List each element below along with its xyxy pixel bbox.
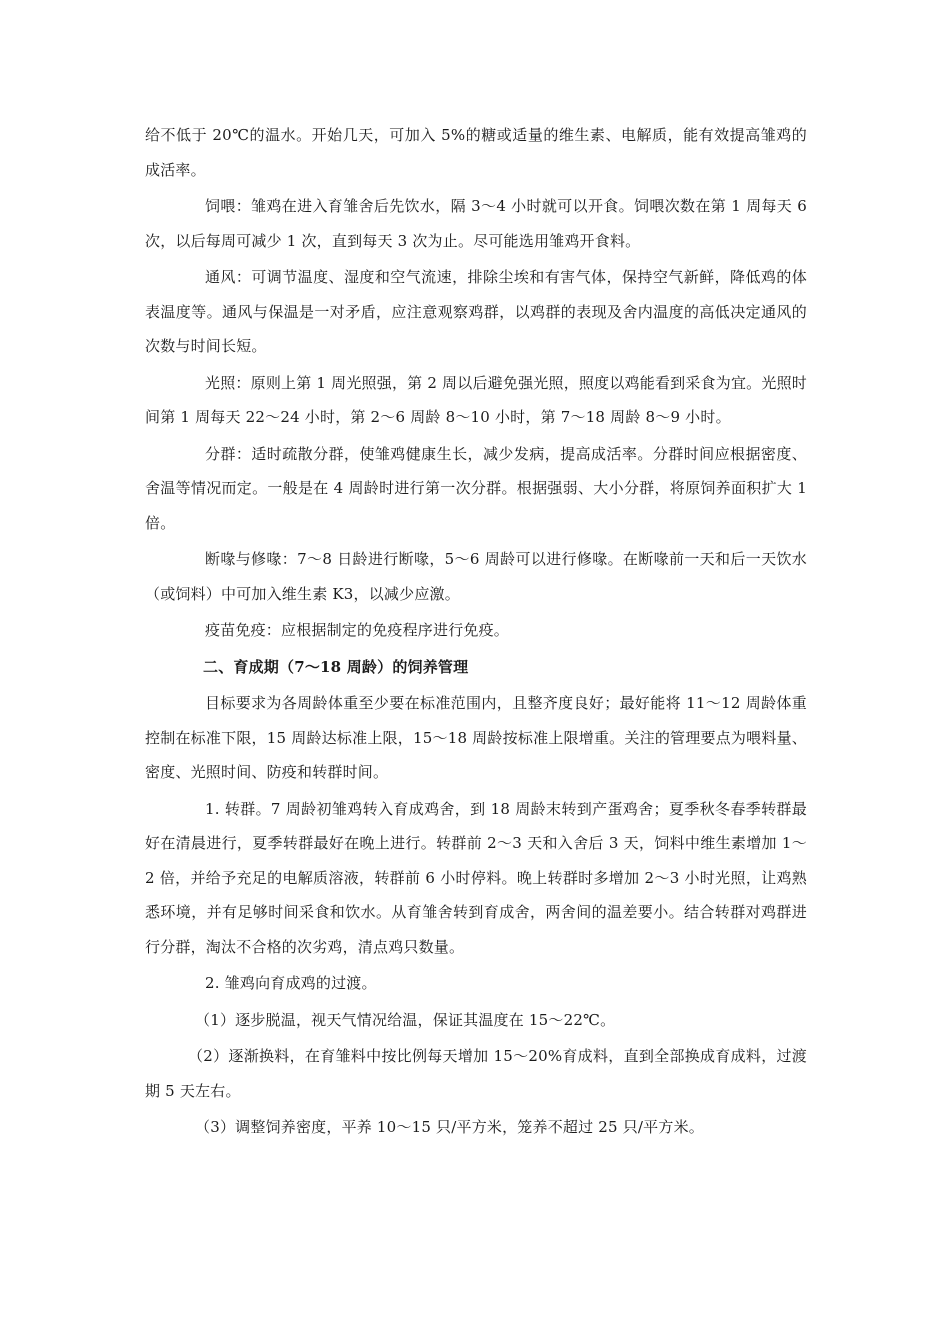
paragraph-water-continued: 给不低于 20℃的温水。开始几天，可加入 5%的糖或适量的维生素、电解质，能有效提高雏鸡的成活率。	[145, 126, 807, 179]
paragraph-growing-goals: 目标要求为各周龄体重至少要在标准范围内，且整齐度良好；最好能将 11～12 周龄体重控制在标准下限，15 周龄达标准上限，15～18 周龄按标准上限增重。关注的管理要点为喂料量、密度、光照时间、防疫和转群时间。	[145, 694, 807, 781]
paragraph-beak-trimming: 断喙与修喙：7～8 日龄进行断喙，5～6 周龄可以进行修喙。在断喙前一天和后一天饮水（或饲料）中可加入维生素 K3，以减少应激。	[145, 550, 807, 603]
list-item-feed-change: （2）逐渐换料，在育雏料中按比例每天增加 15～20%育成料，直到全部换成育成料，过渡期 5 天左右。	[145, 1047, 807, 1100]
list-item-heating: （1）逐步脱温，视天气情况给温，保证其温度在 15～22℃。	[195, 1010, 616, 1029]
paragraph-transition: 2. 雏鸡向育成鸡的过渡。	[205, 974, 377, 992]
list-item-density: （3）调整饲养密度，平养 10～15 只/平方米，笼养不超过 25 只/平方米。	[195, 1118, 704, 1136]
paragraph-lighting: 光照：原则上第 1 周光照强，第 2 周以后避免强光照，照度以鸡能看到采食为宜。光照时间第 1 周每天 22～24 小时，第 2～6 周龄 8～10 小时，第 7～18 周龄 8～9 小时。	[145, 373, 807, 426]
paragraph-ventilation: 通风：可调节温度、湿度和空气流速，排除尘埃和有害气体，保持空气新鲜，降低鸡的体表温度等。通风与保温是一对矛盾，应注意观察鸡群，以鸡群的表现及舍内温度的高低决定通风的次数与时间长短。	[145, 268, 807, 355]
paragraph-grouping: 分群：适时疏散分群，使雏鸡健康生长，减少发病，提高成活率。分群时间应根据密度、舍温等情况而定。一般是在 4 周龄时进行第一次分群。根据强弱、大小分群，将原饲养面积扩大 1 倍。	[145, 444, 807, 532]
section-heading: 二、育成期（7～18 周龄）的饲养管理	[203, 657, 469, 676]
paragraph-vaccination: 疫苗免疫：应根据制定的免疫程序进行免疫。	[205, 621, 510, 639]
paragraph-feeding: 饲喂：雏鸡在进入育雏舍后先饮水，隔 3～4 小时就可以开食。饲喂次数在第 1 周每天 6 次，以后每周可减少 1 次，直到每天 3 次为止。尽可能选用雏鸡开食料。	[145, 197, 807, 250]
paragraph-transfer: 1. 转群。7 周龄初雏鸡转入育成鸡舍，到 18 周龄末转到产蛋鸡舍；夏季秋冬春季转群最好在清晨进行，夏季转群最好在晚上进行。转群前 2～3 天和入舍后 3 天，饲料中维生素增加 1～2 倍，并给予充足的电解质溶液，转群前 6 小时停料。晚上转群时多增加 2～3 小时光照，让鸡熟悉环境，并有足够时间采食和饮水。从育雏舍转到育成舍，两舍间的温差要小。结合转群对鸡群进行分群，淘汰不合格的次劣鸡，清点鸡只数量。	[145, 799, 807, 956]
